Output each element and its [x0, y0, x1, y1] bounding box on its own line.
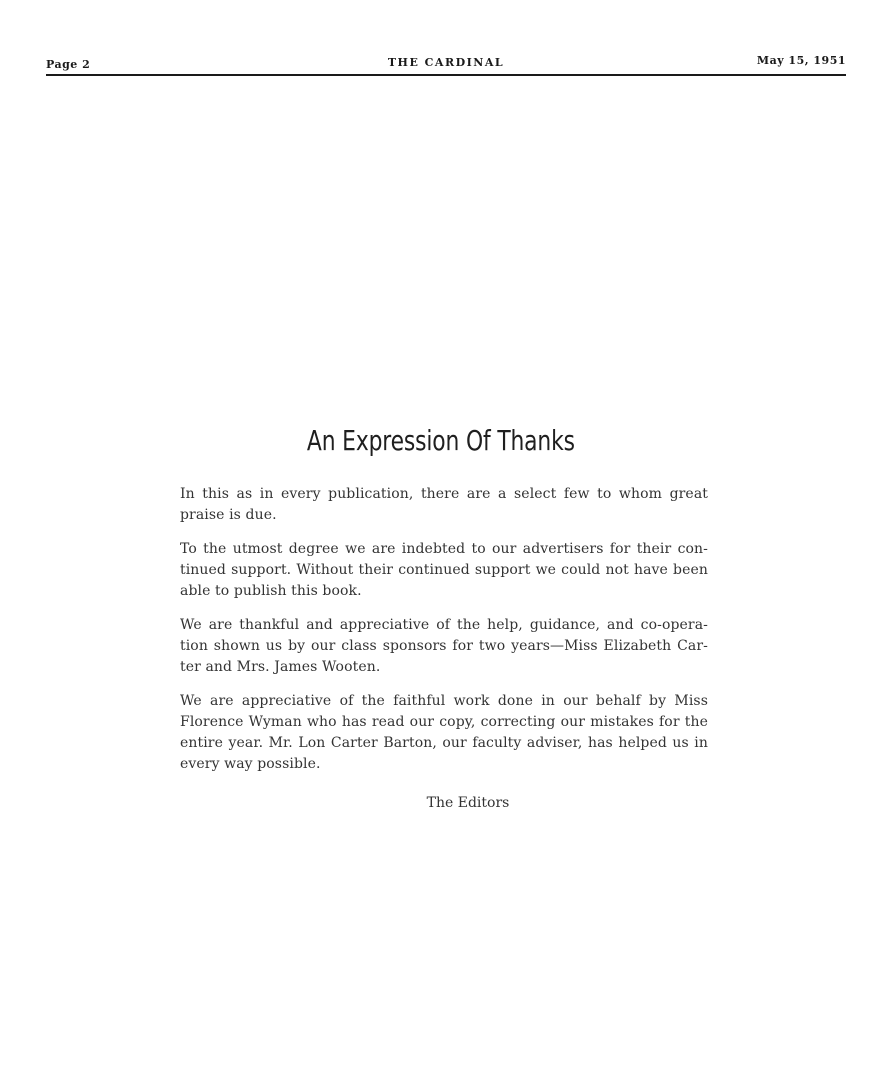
- article-body: [180, 484, 708, 788]
- publication-name: THE CARDINAL: [387, 56, 505, 69]
- paragraph-3: We are thankful and appreciative of the help, guidance, and co-opera-tion shown us by our class sponsors for two years—Miss Elizabeth Car-ter and Mrs. James Wooten.: [180, 617, 708, 675]
- article-signature: The Editors: [426, 795, 510, 811]
- paragraph-1: In this as in every publication, there are a select few to whom great praise is due.: [180, 486, 708, 523]
- page-header: [46, 54, 846, 72]
- issue-date: May 15, 1951: [756, 54, 846, 67]
- article-title: An Expression Of Thanks: [306, 424, 575, 457]
- page-number: Page 2: [46, 58, 91, 71]
- paragraph-2: To the utmost degree we are indebted to our advertisers for their con-tinued support. Without their continued support we could not have been able to publish this book.: [180, 541, 708, 599]
- header-rule: [46, 74, 846, 76]
- paragraph-4: We are appreciative of the faithful work done in our behalf by Miss Florence Wyman who has read our copy, correcting our mistakes for the entire year. Mr. Lon Carter Barton, our faculty adviser, has helped us in every way possible.: [180, 693, 708, 772]
